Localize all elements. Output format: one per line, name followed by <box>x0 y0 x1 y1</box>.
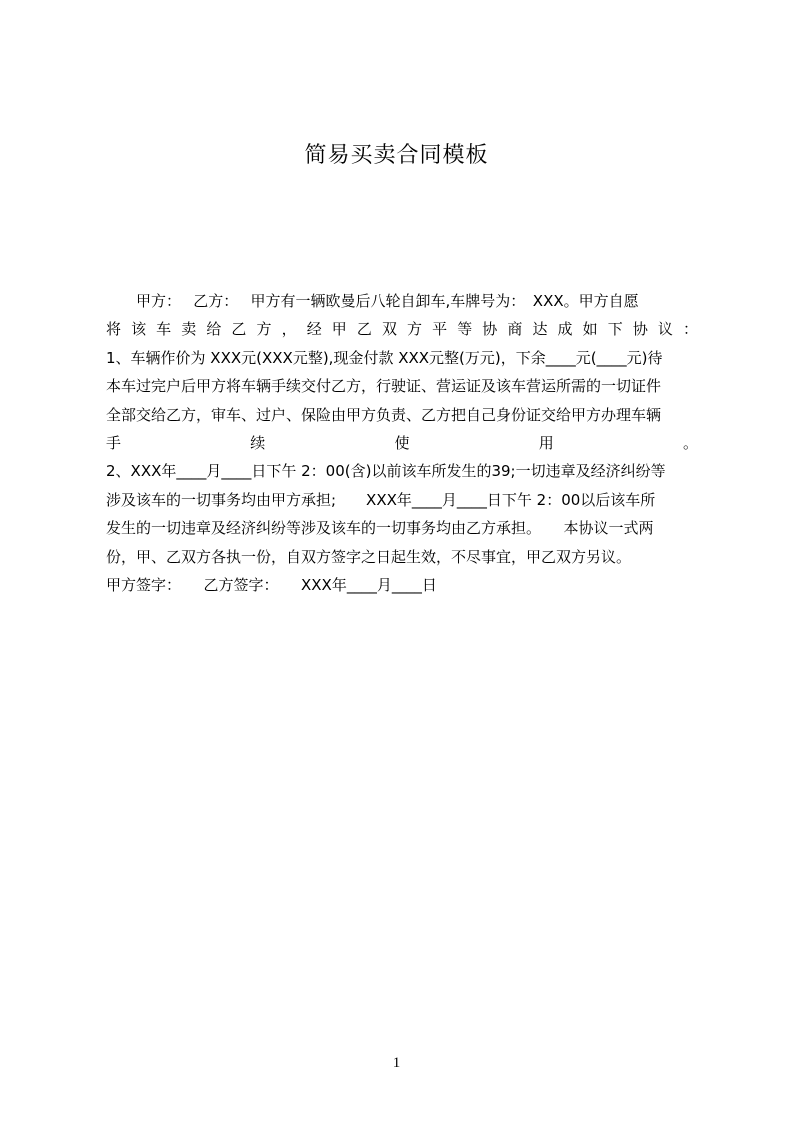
paragraph-line-4: 本车过完户后甲方将车辆手续交付乙方，行驶证、营运证及该车营运所需的一切证件 <box>106 377 662 396</box>
page-number: 1 <box>392 1055 401 1071</box>
paragraph-line-8: 涉及该车的一切事务均由甲方承担; XXX年____月____日下午 2：00以后该车所 <box>106 490 656 509</box>
contract-body <box>106 287 698 599</box>
paragraph-line-6: 手 续 使 用 。 <box>106 433 698 452</box>
paragraph-line-10: 份，甲、乙双方各执一份，自双方签字之日起生效，不尽事宜，甲乙双方另议。 <box>106 547 632 566</box>
paragraph-line-7: 2、XXX年____月____日下午 2：00(含)以前该车所发生的39;一切违章及经济纠纷等 <box>106 462 666 481</box>
paragraph-line-9: 发生的一切违章及经济纠纷等涉及该车的一切事务均由乙方承担。 本协议一式两 <box>106 519 654 538</box>
document-title: 简易买卖合同模板 <box>304 143 489 168</box>
paragraph-line-2: 将该车卖给乙方，经甲乙双方平等协商达成如下协议： <box>106 320 698 339</box>
paragraph-line-1: 甲方： 乙方： 甲方有一辆欧曼后八轮自卸车,车牌号为： XXX。甲方自愿 <box>106 292 639 310</box>
paragraph-line-5: 全部交给乙方，审车、过户、保险由甲方负责、乙方把自己身份证交给甲方办理车辆 <box>106 405 662 424</box>
paragraph-line-3: 1、车辆作价为 XXX元(XXX元整),现金付款 XXX元整(万元)，下余____元(____元)待 <box>106 348 663 367</box>
signature-line: 甲方签字： 乙方签字： XXX年____月____日 <box>106 575 437 594</box>
